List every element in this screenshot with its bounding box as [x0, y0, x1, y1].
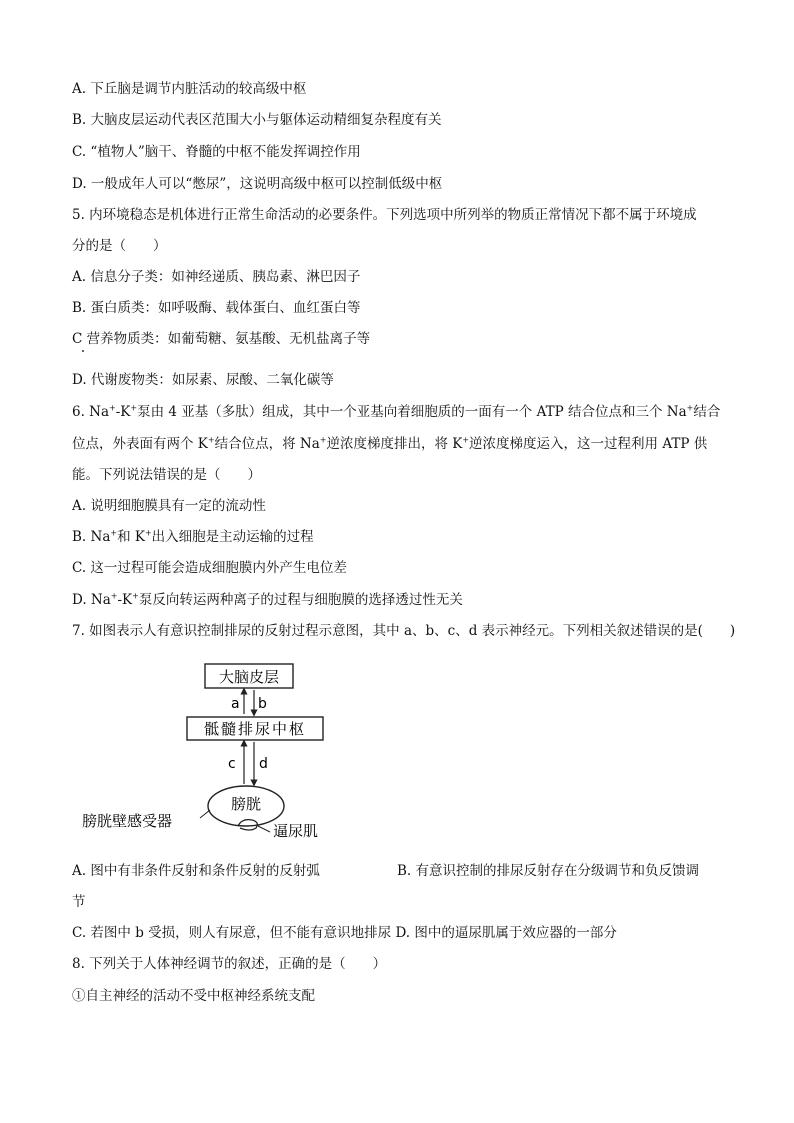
text-seg: 泵反向转运两种离子的过程与细胞膜的选择透过性无关: [138, 592, 463, 608]
q5-option-a: A. 信息分子类：如神经递质、胰岛素、淋巴因子: [72, 269, 361, 285]
text-seg: D. Na: [72, 592, 111, 608]
label-b: b: [258, 696, 267, 712]
q7-stem: 7. 如图表示人有意识控制排尿的反射过程示意图，其中 a、b、c、d 表示神经元。下列相关叙述错误的是( ): [72, 623, 736, 639]
q4-option-d: D. 一般成年人可以“憋尿”，这说明高级中枢可以控制低级中枢: [72, 176, 443, 192]
superscript: +: [686, 403, 694, 413]
text-seg: B. Na: [72, 529, 111, 545]
center-label: 骶髓排尿中枢: [203, 720, 307, 738]
q8-stem: 8. 下列关于人体神经调节的叙述，正确的是（ ）: [72, 956, 387, 972]
label-a: a: [231, 696, 240, 712]
q7-option-b-line1: B. 有意识控制的排尿反射存在分级调节和负反馈调: [397, 863, 700, 879]
superscript: +: [132, 591, 139, 601]
q6-option-c: C. 这一过程可能会造成细胞膜内外产生电位差: [72, 560, 347, 576]
q7-option-cd: C. 若图中 b 受损，则人有尿意，但不能有意识地排尿 D. 图中的逼尿肌属于效应器的一部分: [72, 925, 617, 941]
q6-stem-line1: [72, 403, 720, 421]
superscript: +: [110, 591, 118, 601]
q7-option-b-line2: 节: [72, 894, 86, 910]
superscript: +: [110, 528, 118, 538]
q4-option-b: B. 大脑皮层运动代表区范围大小与躯体运动精细复杂程度有关: [72, 112, 442, 128]
text-seg: 位点，外表面有两个 K: [72, 436, 208, 452]
text-seg: 结合位点，将 Na: [214, 436, 320, 452]
q6-option-a: A. 说明细胞膜具有一定的流动性: [72, 498, 266, 514]
superscript: +: [144, 528, 152, 538]
superscript: +: [109, 403, 116, 413]
q4-option-a: A. 下丘脑是调节内脏活动的较高级中枢: [72, 81, 307, 97]
q6-option-b: [72, 528, 314, 546]
q5-stem-line2: 分的是（ ）: [72, 238, 167, 254]
receptor-label: 膀胱壁感受器: [82, 812, 173, 830]
q5-stem-line1: 5. 内环境稳态是机体进行正常生命活动的必要条件。下列选项中所列举的物质正常情况下都不属于环境成: [72, 207, 697, 223]
superscript: +: [207, 435, 215, 445]
muscle-label: 逼尿肌: [273, 822, 319, 840]
q5-option-d: D. 代谢废物类：如尿素、尿酸、二氧化碳等: [72, 372, 334, 388]
muscle-pointer: [258, 826, 270, 832]
text-seg: 6. Na: [72, 404, 110, 420]
q6-stem-line3: 能。下列说法错误的是（ ）: [72, 467, 261, 483]
text-seg: 泵由 4 亚基（多肽）组成，其中一个亚基向着细胞质的一面有一个 ATP 结合位点和三个 Na: [137, 404, 687, 420]
q6-stem-line2: [72, 435, 707, 453]
reflex-diagram: [80, 660, 360, 840]
q5-option-c: C 营养物质类：如葡萄糖、氨基酸、无机盐离子等: [72, 331, 371, 347]
text-seg: 结合: [693, 404, 721, 420]
text-seg: 逆浓度梯度运入，这一过程利用 ATP 供: [469, 436, 708, 452]
muscle-loop: [238, 820, 257, 830]
q7-option-a: A. 图中有非条件反射和条件反射的反射弧: [72, 863, 320, 879]
label-d: d: [259, 756, 268, 772]
superscript: +: [130, 403, 138, 413]
text-seg: -K: [115, 404, 131, 420]
text-seg: 和 K: [117, 529, 145, 545]
label-c: c: [228, 756, 236, 772]
text-seg: 逆浓度梯度排出，将 K: [326, 436, 463, 452]
receptor-pointer: [200, 810, 210, 818]
text-seg: -K: [117, 592, 133, 608]
q6-option-d: [72, 591, 463, 609]
q4-option-c: C. “植物人”脑干、脊髓的中枢不能发挥调控作用: [72, 144, 361, 160]
bladder-label: 膀胱: [230, 795, 262, 813]
superscript: +: [462, 435, 470, 445]
q5-option-b: B. 蛋白质类：如呼吸酶、载体蛋白、血红蛋白等: [72, 300, 361, 316]
q8-item1: ①自主神经的活动不受中枢神经系统支配: [72, 988, 315, 1004]
cortex-label: 大脑皮层: [218, 668, 280, 686]
superscript: +: [319, 435, 327, 445]
text-seg: 出入细胞是主动运输的过程: [151, 529, 314, 545]
stray-dot: [82, 350, 84, 352]
